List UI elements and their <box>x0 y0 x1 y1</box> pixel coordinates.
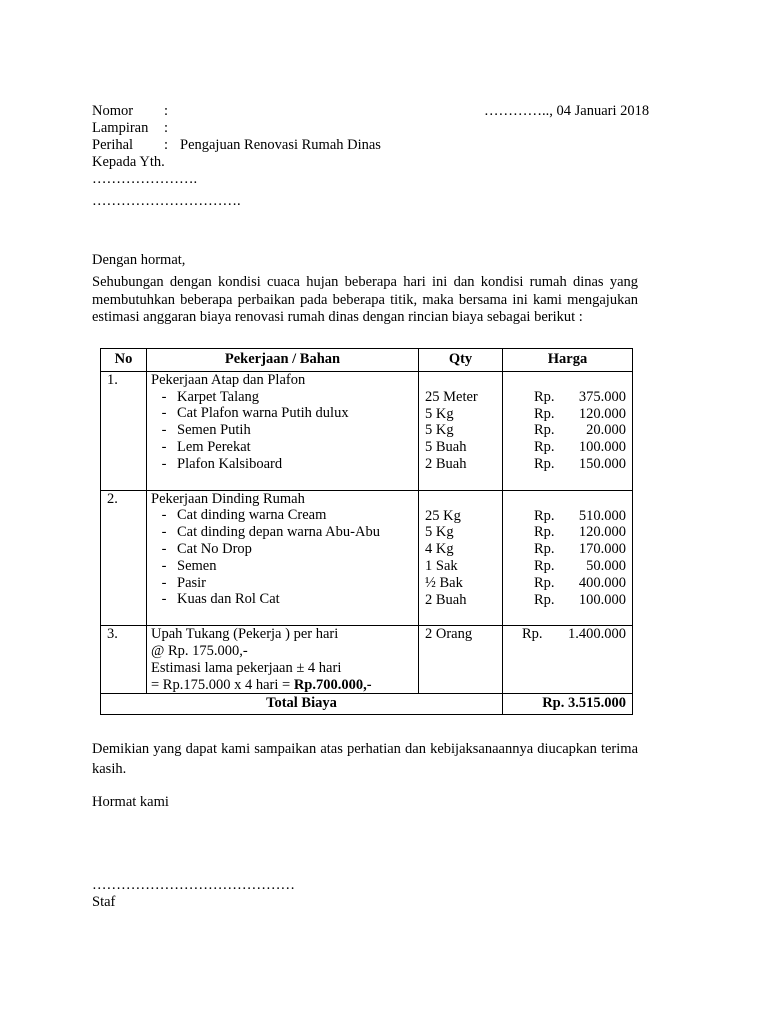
item-price: 510.000 <box>578 507 626 524</box>
currency: Rp. <box>534 591 555 608</box>
labor-qty: 2 Orang <box>425 626 473 643</box>
addressee-line-2: …………………………. <box>92 193 241 209</box>
cost-table <box>100 348 633 715</box>
dash: - <box>161 507 167 524</box>
row-price <box>503 371 633 490</box>
dash: - <box>161 574 167 591</box>
item-qty: 25 Kg <box>425 507 461 524</box>
currency: Rp. <box>534 388 555 405</box>
date-line: ………….., 04 Januari 2018 <box>484 103 650 119</box>
dash: - <box>161 524 167 541</box>
row-price <box>503 626 633 694</box>
item-qty: 5 Buah <box>425 439 467 456</box>
currency: Rp. <box>534 507 555 524</box>
row-jobs <box>147 626 419 694</box>
header-qty: Qty <box>419 349 503 372</box>
item-name: Cat dinding depan warna Abu-Abu <box>177 524 380 541</box>
currency: Rp. <box>534 557 555 574</box>
item-name: Plafon Kalsiboard <box>177 455 283 472</box>
item-qty: 5 Kg <box>425 524 454 541</box>
total-row <box>101 694 633 715</box>
dash: - <box>161 388 167 405</box>
greeting: Dengan hormat, <box>92 252 186 268</box>
dash: - <box>161 438 167 455</box>
item-name: Pasir <box>177 574 206 591</box>
item-name: Lem Perekat <box>177 438 251 455</box>
dash: - <box>161 455 167 472</box>
currency: Rp. <box>534 405 555 422</box>
item-name: Cat No Drop <box>177 540 252 557</box>
lampiran-label: Lampiran <box>92 120 149 136</box>
regards: Hormat kami <box>92 794 169 810</box>
item-name: Semen Putih <box>177 422 251 439</box>
group-title: Pekerjaan Dinding Rumah <box>151 490 305 507</box>
labor-line-3: Estimasi lama pekerjaan ± 4 hari <box>151 659 342 676</box>
item-qty: 4 Kg <box>425 541 454 558</box>
currency: Rp. <box>534 524 555 541</box>
addressee-line-1: …………………. <box>92 171 198 187</box>
table-header-row <box>101 349 633 372</box>
item-qty: 2 Buah <box>425 591 467 608</box>
row-qty <box>419 371 503 490</box>
perihal-label: Perihal <box>92 137 134 153</box>
total-label: Total Biaya <box>101 694 503 715</box>
total-value: Rp. 3.515.000 <box>503 694 633 715</box>
dash: - <box>161 557 167 574</box>
table-row <box>101 371 633 490</box>
currency: Rp. <box>522 626 543 643</box>
header-job: Pekerjaan / Bahan <box>147 349 419 372</box>
item-name: Kuas dan Rol Cat <box>177 591 280 608</box>
item-qty: 5 Kg <box>425 422 454 439</box>
item-price: 20.000 <box>586 422 626 439</box>
closing-paragraph: Demikian yang dapat kami sampaikan atas perhatian dan kebijaksanaannya diucapkan terima kasih. <box>92 741 638 777</box>
labor-line-1: Upah Tukang (Pekerja ) per hari <box>151 626 339 643</box>
item-qty: 1 Sak <box>425 557 458 574</box>
nomor-colon: : <box>164 103 169 119</box>
dash: - <box>161 422 167 439</box>
item-qty: 25 Meter <box>425 388 478 405</box>
header-no: No <box>101 349 147 372</box>
currency: Rp. <box>534 574 555 591</box>
currency: Rp. <box>534 541 555 558</box>
row-number: 1. <box>101 371 147 490</box>
row-jobs <box>147 371 419 490</box>
signer-title: Staf <box>92 894 116 910</box>
dash: - <box>161 540 167 557</box>
perihal-colon: : <box>164 137 169 153</box>
row-number: 3. <box>101 626 147 694</box>
item-price: 100.000 <box>578 439 626 456</box>
item-name: Cat Plafon warna Putih dulux <box>177 405 349 422</box>
item-qty: ½ Bak <box>425 574 463 591</box>
currency: Rp. <box>534 455 555 472</box>
header-price: Harga <box>503 349 633 372</box>
item-price: 375.000 <box>578 388 626 405</box>
row-jobs <box>147 490 419 626</box>
item-price: 170.000 <box>578 541 626 558</box>
table-row <box>101 626 633 694</box>
row-number: 2. <box>101 490 147 626</box>
row-price <box>503 490 633 626</box>
item-price: 120.000 <box>578 524 626 541</box>
item-qty: 2 Buah <box>425 455 467 472</box>
table-row <box>101 490 633 626</box>
perihal-value: Pengajuan Renovasi Rumah Dinas <box>180 137 381 153</box>
labor-line-4: = Rp.175.000 x 4 hari = <box>151 676 294 693</box>
intro-paragraph: Sehubungan dengan kondisi cuaca hujan beberapa hari ini dan kondisi rumah dinas yang membutuhkan beberapa perbaikan pada beberapa titik, maka bersama ini kami mengajukan estimasi anggaran biaya renovasi rumah dinas dengan rincian biaya sebagai berikut : <box>92 274 638 325</box>
nomor-label: Nomor <box>92 103 134 119</box>
signature-line: …………………………………… <box>92 877 295 893</box>
item-price: 50.000 <box>586 557 626 574</box>
row-qty <box>419 626 503 694</box>
item-name: Cat dinding warna Cream <box>177 507 327 524</box>
item-price: 100.000 <box>578 591 626 608</box>
labor-total: Rp.700.000,- <box>293 676 372 693</box>
item-name: Semen <box>177 557 217 574</box>
kepada-label: Kepada Yth. <box>92 154 165 170</box>
lampiran-colon: : <box>164 120 169 136</box>
dash: - <box>161 591 167 608</box>
currency: Rp. <box>534 439 555 456</box>
row-qty <box>419 490 503 626</box>
labor-price: 1.400.000 <box>568 626 626 643</box>
currency: Rp. <box>534 422 555 439</box>
item-name: Karpet Talang <box>177 388 260 405</box>
labor-line-2: @ Rp. 175.000,- <box>151 642 248 659</box>
group-title: Pekerjaan Atap dan Plafon <box>151 371 306 388</box>
item-price: 400.000 <box>578 574 626 591</box>
item-qty: 5 Kg <box>425 405 454 422</box>
item-price: 120.000 <box>578 405 626 422</box>
dash: - <box>161 405 167 422</box>
item-price: 150.000 <box>578 455 626 472</box>
